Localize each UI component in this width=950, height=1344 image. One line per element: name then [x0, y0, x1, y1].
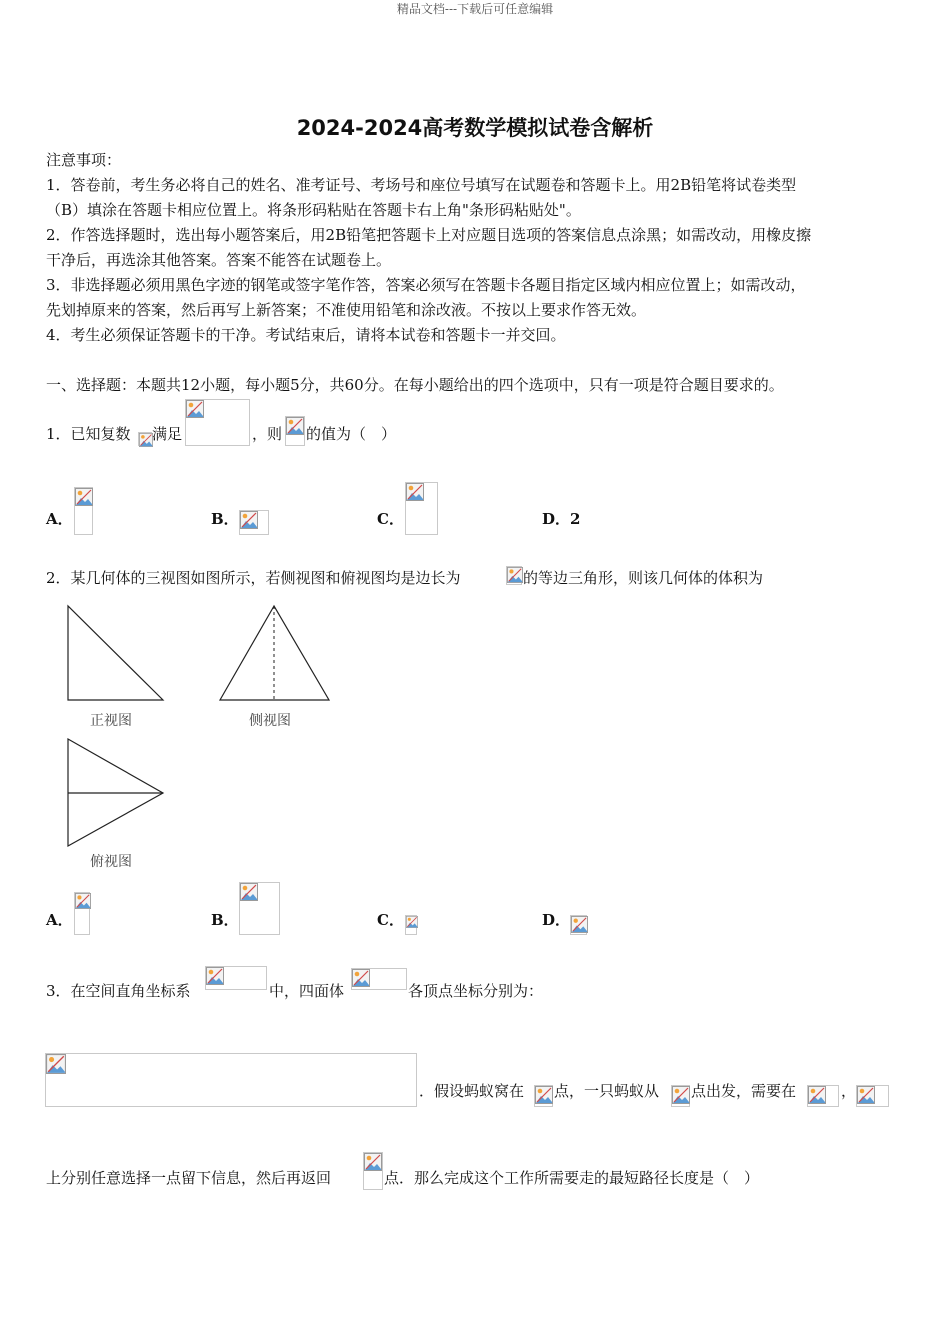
q2-text-1: 2．某几何体的三视图如图所示，若侧视图和俯视图均是边长为 — [46, 569, 461, 587]
broken-image-icon — [808, 1086, 826, 1104]
q1-text-2: 满足 — [152, 425, 183, 443]
broken-image-icon — [139, 433, 153, 447]
notice-line: （B）填涂在答题卡相应位置上。将条形码粘贴在答题卡右上角"条形码粘贴处"。 — [46, 201, 581, 219]
formula-image — [506, 566, 522, 585]
top-view-figure — [66, 737, 166, 849]
q2-option-a: A． — [46, 911, 73, 929]
q3-text-7: ， — [841, 1082, 857, 1100]
formula-image — [671, 1085, 690, 1107]
q1-text-3: ，则 — [252, 425, 283, 443]
formula-image — [285, 416, 305, 446]
q3-text-9: 点．那么完成这个工作所需要走的最短路径长度是（ ） — [384, 1169, 760, 1187]
notice-line: 4．考生必须保证答题卡的干净。考试结束后，请将本试卷和答题卡一并交回。 — [46, 326, 566, 344]
formula-image — [185, 399, 250, 446]
broken-image-icon — [75, 893, 91, 909]
broken-image-icon — [535, 1086, 553, 1104]
formula-image — [534, 1085, 553, 1107]
notice-line: 先划掉原来的答案，然后再写上新答案；不准使用铅笔和涂改液。不按以上要求作答无效。 — [46, 301, 647, 319]
q1-option-c: C． — [377, 510, 404, 528]
q2-option-c: C． — [377, 911, 404, 929]
q3-text-3: 各顶点坐标分别为： — [408, 982, 544, 1000]
top-view-label: 俯视图 — [90, 854, 132, 870]
broken-image-icon — [75, 488, 93, 506]
q3-text-1: 3．在空间直角坐标系 — [46, 982, 191, 1000]
q2-text-2: 的等边三角形，则该几何体的体积为 — [523, 569, 764, 587]
notice-line: 1．答卷前，考生务必将自己的姓名、准考证号、考场号和座位号填写在试题卷和答题卡上。用2B铅笔将试卷类型 — [46, 176, 797, 194]
formula-image — [405, 482, 438, 535]
side-view-figure — [218, 604, 332, 704]
notice-line: 干净后，再选涂其他答案。答案不能答在试题卷上。 — [46, 251, 392, 269]
formula-image — [363, 1152, 383, 1190]
formula-image — [351, 968, 407, 990]
formula-image — [74, 892, 90, 935]
q1-text-1: 1．已知复数 — [46, 425, 131, 443]
formula-image — [239, 882, 280, 935]
notice-line: 2．作答选择题时，选出每小题答案后，用2B铅笔把答题卡上对应题目选项的答案信息点涂黑；如需改动，用橡皮擦 — [46, 226, 812, 244]
page-title: 2024-2024高考数学模拟试卷含解析 — [296, 116, 654, 140]
formula-image — [807, 1085, 839, 1107]
formula-image — [856, 1085, 889, 1107]
broken-image-icon — [857, 1086, 875, 1104]
q1-option-b: B． — [211, 510, 239, 528]
front-view-label: 正视图 — [90, 713, 132, 729]
formula-image — [205, 966, 267, 990]
broken-image-icon — [507, 567, 523, 583]
q3-text-2: 中，四面体 — [269, 982, 345, 1000]
formula-image — [570, 915, 587, 935]
formula-image — [45, 1053, 417, 1107]
q1-text-4: 的值为（ ） — [306, 425, 397, 443]
q1-option-a: A． — [46, 510, 73, 528]
broken-image-icon — [364, 1153, 382, 1171]
section-heading: 一、选择题：本题共12小题，每小题5分，共60分。在每小题给出的四个选项中，只有一项是符合题目要求的。 — [46, 376, 784, 394]
notice-heading: 注意事项： — [46, 151, 122, 169]
q3-text-4: ．假设蚂蚁窝在 — [419, 1082, 525, 1100]
formula-image — [138, 432, 152, 446]
broken-image-icon — [286, 417, 304, 435]
q2-option-b: B． — [211, 911, 239, 929]
broken-image-icon — [352, 969, 370, 987]
q3-text-6: 点出发，需要在 — [691, 1082, 797, 1100]
broken-image-icon — [406, 483, 424, 501]
broken-image-icon — [571, 916, 588, 933]
side-view-label: 侧视图 — [249, 713, 291, 729]
broken-image-icon — [240, 883, 258, 901]
q3-text-8: 上分别任意选择一点留下信息，然后再返回 — [46, 1169, 332, 1187]
broken-image-icon — [406, 916, 418, 928]
formula-image — [405, 915, 417, 935]
front-view-figure — [66, 604, 166, 704]
formula-image — [239, 510, 269, 535]
broken-image-icon — [672, 1086, 690, 1104]
broken-image-icon — [46, 1054, 66, 1074]
broken-image-icon — [206, 967, 224, 985]
q3-text-5: 点，一只蚂蚁从 — [554, 1082, 660, 1100]
broken-image-icon — [240, 511, 258, 529]
notice-line: 3．非选择题必须用黑色字迹的钢笔或签字笔作答，答案必须写在答题卡各题目指定区域内相应位置上；如需改动， — [46, 276, 806, 294]
page-header: 精品文档---下载后可任意编辑 — [396, 2, 554, 16]
broken-image-icon — [186, 400, 204, 418]
formula-image — [74, 487, 93, 535]
q2-option-d: D． — [542, 911, 571, 929]
q1-option-d: D．2 — [542, 510, 581, 528]
